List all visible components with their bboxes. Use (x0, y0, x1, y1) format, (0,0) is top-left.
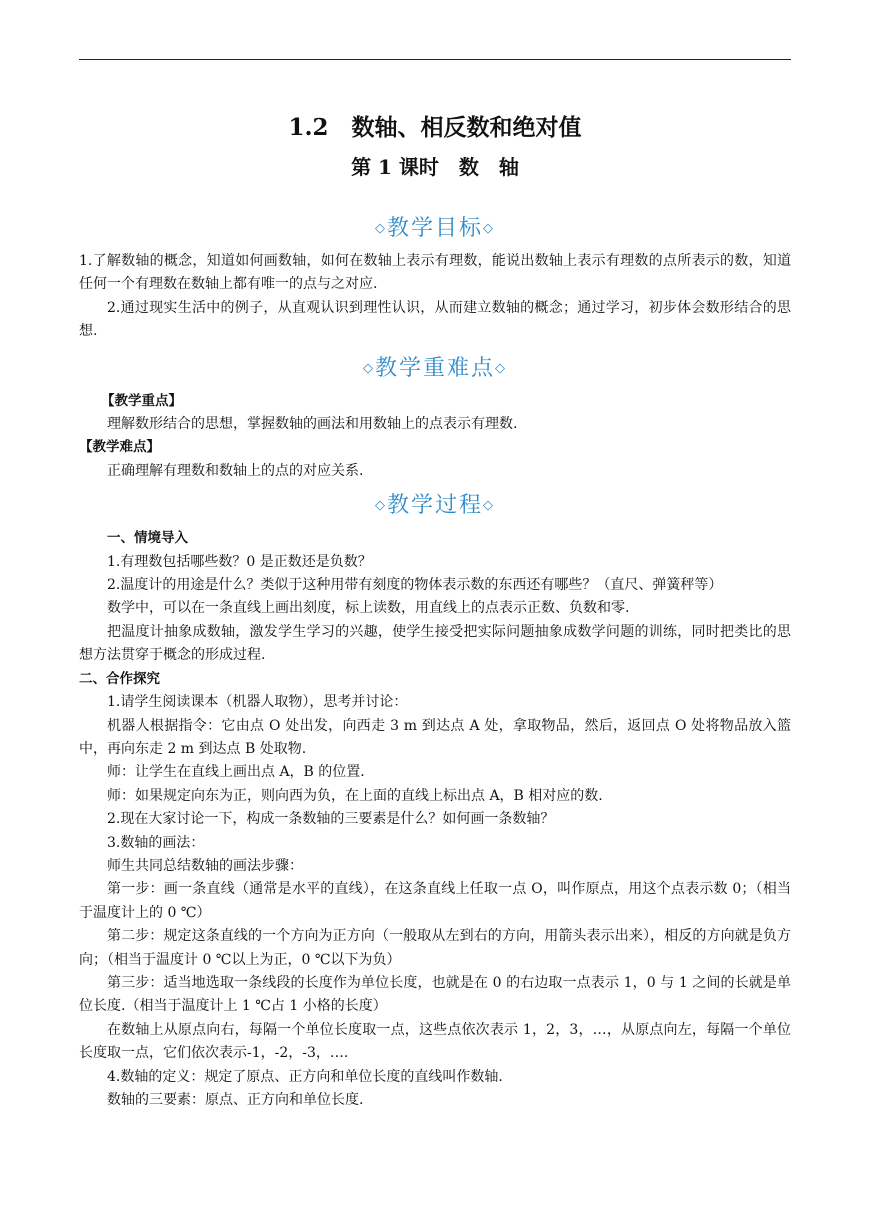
process-paragraph: 4.数轴的定义：规定了原点、正方向和单位长度的直线叫作数轴. (107, 1068, 503, 1085)
section-process-heading (79, 485, 791, 527)
process-paragraph: 2.现在大家讨论一下，构成一条数轴的三要素是什么？如何画一条数轴？ (107, 811, 555, 828)
process-paragraph: 数轴的三要素：原点、正方向和单位长度. (107, 1092, 364, 1108)
process-paragraph: 2.温度计的用途是什么？类似于这种用带有刻度的物体表示数的东西还有哪些？（直尺、弹簧秤等） (107, 577, 723, 594)
process-heading-2: 二、合作探究 (79, 670, 160, 687)
process-paragraph: 在数轴上从原点向右，每隔一个单位长度取一点，这些点依次表示 1，2，3，…，从原点向左，每隔一个单位长度取一点，它们依次表示-1，-2，-3，…. (79, 1021, 791, 1062)
process-paragraph: 1.请学生阅读课本（机器人取物），思考并讨论： (107, 694, 408, 711)
process-paragraph: 第三步：适当地选取一条线段的长度作为单位长度，也就是在 0 的右边取一点表示 1，0 与 1 之间的长就是单位长度.（相当于温度计上 1 ℃占 1 小格的长度） (79, 974, 791, 1015)
diamond-icon: ◇ (495, 360, 507, 376)
process-paragraph: 3.数轴的画法： (107, 834, 205, 851)
process-paragraph: 师生共同总结数轴的画法步骤： (107, 857, 303, 874)
key-text: 理解数形结合的思想，掌握数轴的画法和用数轴上的点表示有理数. (107, 416, 518, 433)
diamond-icon: ◇ (374, 498, 387, 514)
process-paragraph: 师：如果规定向东为正，则向西为负，在上面的直线上标出点 A，B 相对应的数. (107, 787, 603, 804)
goal-2: 2.通过现实生活中的例子，从直观认识到理性认识，从而建立数轴的概念；通过学习，初步体会数形结合的思想. (79, 299, 791, 340)
section-keypoints-heading (79, 348, 791, 390)
document-body (79, 108, 791, 1112)
process-paragraph: 第二步：规定这条直线的一个方向为正方向（一般取从左到右的方向，用箭头表示出来），相反的方向就是负方向；（相当于温度计 0 ℃以上为正，0 ℃以下为负） (79, 928, 791, 968)
process-paragraph: 师：让学生在直线上画出点 A，B 的位置. (107, 764, 365, 781)
process-paragraph: 1.有理数包括哪些数？0 是正数还是负数？ (107, 553, 372, 570)
section-process-title: 教学过程 (386, 493, 483, 519)
key-label: 【教学重点】 (101, 392, 182, 409)
section-goals-heading (79, 208, 791, 250)
process-paragraph: 机器人根据指令：它由点 O 处出发，向西走 3 m 到达点 A 处，拿取物品，然后，返回点 O 处将物品放入篮中，再向东走 2 m 到达点 B 处取物. (79, 717, 791, 757)
section-keypoints-title: 教学重难点 (374, 355, 495, 381)
diamond-icon: ◇ (483, 498, 495, 514)
diamond-icon: ◇ (362, 360, 375, 376)
process-paragraph: 数学中，可以在一条直线上画出刻度，标上读数，用直线上的点表示正数、负数和零. (107, 600, 630, 617)
hard-label: 【教学难点】 (79, 439, 160, 456)
diamond-icon: ◇ (374, 221, 387, 236)
hard-text: 正确理解有理数和数轴上的点的对应关系. (107, 462, 364, 479)
page-title: 1.2 数轴、相反数和绝对值 (288, 114, 582, 141)
lesson-subtitle: 第 1 课时 数 轴 (351, 155, 519, 179)
section-goals-title: 教学目标 (386, 216, 483, 241)
process-paragraph: 把温度计抽象成数轴，激发学生学习的兴趣，使学生接受把实际问题抽象成数学问题的训练，同时把类比的思想方法贯穿于概念的形成过程. (79, 623, 791, 664)
diamond-icon: ◇ (483, 221, 495, 236)
process-paragraph: 第一步：画一条直线（通常是水平的直线），在这条直线上任取一点 O，叫作原点，用这个点表示数 0；（相当于温度计上的 0 ℃） (79, 881, 791, 921)
process-heading-1: 一、情境导入 (107, 530, 188, 547)
goal-1: 1.了解数轴的概念，知道如何画数轴，如何在数轴上表示有理数，能说出数轴上表示有理数的点所表示的数，知道任何一个有理数在数轴上都有唯一的点与之对应. (79, 253, 791, 293)
header-rule (79, 59, 791, 60)
